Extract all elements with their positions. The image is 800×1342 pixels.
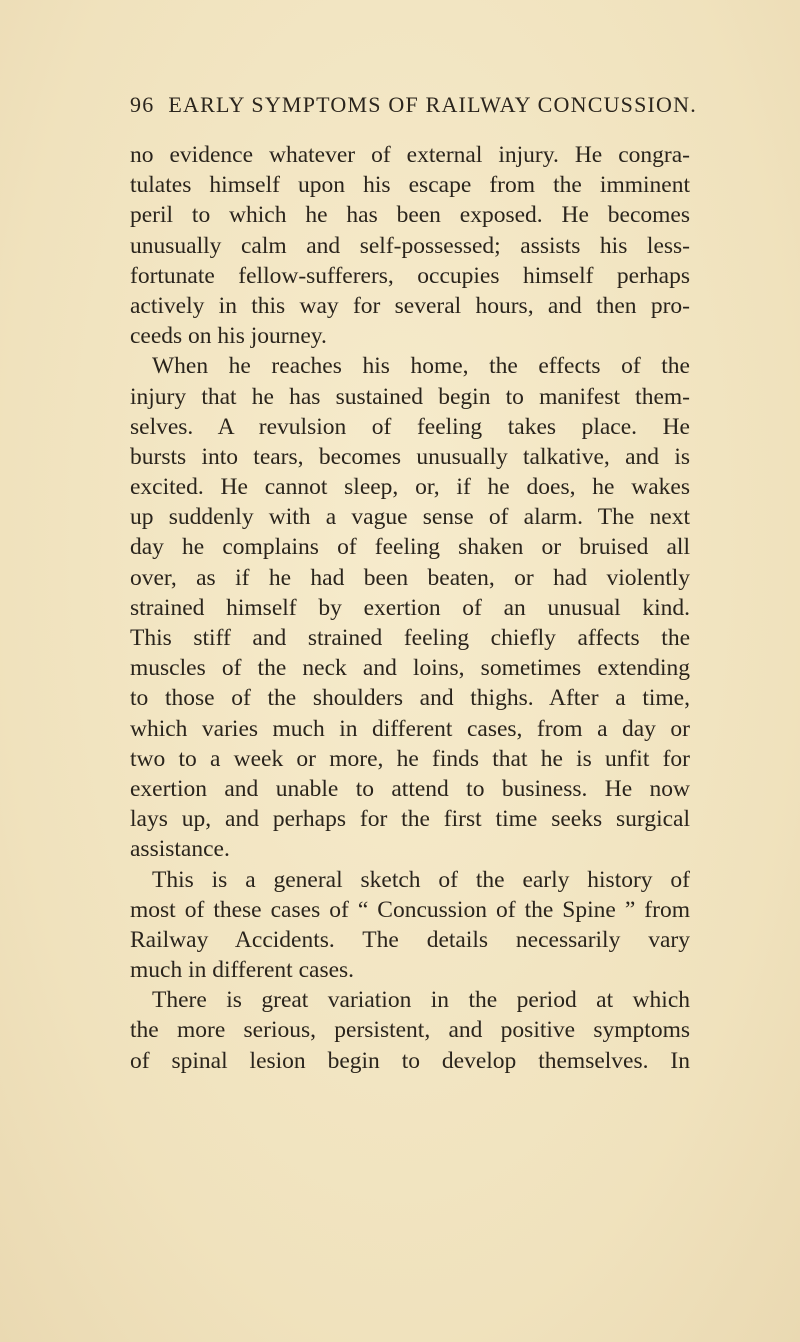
text-line: injury that he has sustained begin to manifest them- (130, 383, 690, 410)
text-line: fortunate fellow-sufferers, occupies himself perhaps (130, 262, 690, 289)
text-line: selves. A revulsion of feeling takes place. He (130, 413, 690, 440)
text-line: actively in this way for several hours, and then pro- (130, 292, 690, 319)
text-line: lays up, and perhaps for the first time seeks surgical (130, 806, 690, 833)
text-line: strained himself by exertion of an unusual kind. (130, 594, 690, 621)
text-line: assistance. (130, 836, 230, 863)
text-line: exertion and unable to attend to business. He now (130, 775, 690, 802)
text-line: bursts into tears, becomes unusually talkative, and is (130, 443, 690, 470)
text-line: peril to which he has been exposed. He becomes (130, 202, 690, 229)
text-line: much in different cases. (130, 957, 355, 984)
text-line: Railway Accidents. The details necessarily vary (130, 926, 690, 953)
text-line: no evidence whatever of external injury. He congra- (130, 142, 690, 168)
text-line: This is a general sketch of the early history of (152, 866, 690, 893)
text-line: ceeds on his journey. (130, 323, 327, 350)
body-text (130, 140, 690, 1076)
running-title: EARLY SYMPTOMS OF RAILWAY CONCUSSION. (168, 92, 697, 117)
text-line: When he reaches his home, the effects of the (152, 353, 690, 380)
text-line: unusually calm and self-possessed; assists his less- (130, 232, 690, 259)
text-line: two to a week or more, he finds that he is unfit for (130, 745, 690, 772)
text-line: There is great variation in the period at which (152, 987, 690, 1014)
text-line: day he complains of feeling shaken or bruised all (130, 534, 690, 561)
text-line: to those of the shoulders and thighs. After a time, (130, 685, 690, 712)
text-line: tulates himself upon his escape from the imminent (130, 172, 690, 199)
text-line: which varies much in different cases, from a day or (130, 715, 690, 742)
text-line: most of these cases of “ Concussion of the Spine ” from (130, 896, 690, 923)
text-line: over, as if he had been beaten, or had violently (130, 564, 690, 591)
text-line: the more serious, persistent, and positive symptoms (130, 1017, 690, 1044)
page-number: 96 (130, 92, 155, 117)
text-line: of spinal lesion begin to develop themselves. In (130, 1047, 690, 1074)
text-line: up suddenly with a vague sense of alarm. The next (130, 504, 690, 531)
text-line: This stiff and strained feeling chiefly affects the (130, 625, 690, 651)
running-header (130, 92, 697, 118)
text-line: excited. He cannot sleep, or, if he does, he wakes (130, 474, 690, 501)
text-line: muscles of the neck and loins, sometimes extending (130, 655, 690, 682)
